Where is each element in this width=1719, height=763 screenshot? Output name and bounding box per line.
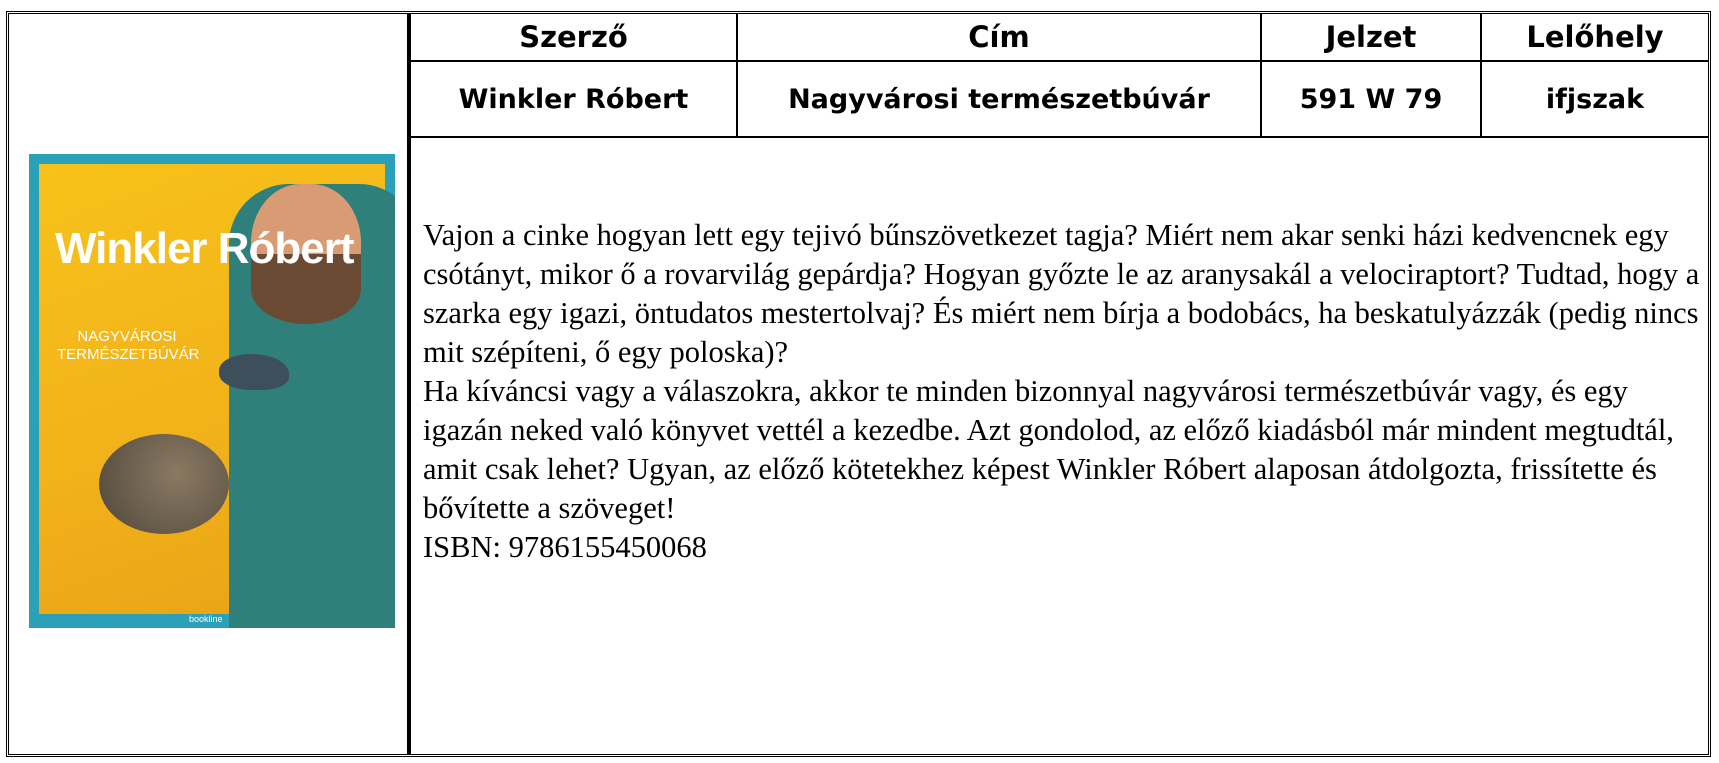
table-value-row [411,61,1708,137]
cover-hedgehog [99,434,229,534]
header-callnumber: Jelzet [1261,14,1481,61]
cover-title-text: NAGYVÁROSI TERMÉSZETBÚVÁR [57,328,200,363]
value-title: Nagyvárosi természetbúvár [737,61,1261,137]
cover-publisher-logo: bookline [189,614,223,624]
description-paragraph-2: Ha kíváncsi vagy a válaszokra, akkor te minden bizonnyal nagyvárosi természetbúvár vagy, és egy igazán neked való könyvet vettél a kezedbe. Azt gondolod, az előző kiadásból már mindent megtudtál, amit csak lehet? Ugyan, az előző kötetekhez képest Winkler Róbert alaposan átdolgozta, frissítette és bővítette a szöveget! [423,374,1674,525]
header-author: Szerző [411,14,737,61]
catalog-table [411,14,1708,138]
book-description [423,216,1703,567]
header-title: Cím [737,14,1261,61]
value-callnumber: 591 W 79 [1261,61,1481,137]
description-paragraph-1: Vajon a cinke hogyan lett egy tejivó bűnszövetkezet tagja? Miért nem akar senki házi kedvencnek egy csótányt, mikor ő a rovarvilág gepárdja? Hogyan győzte le az aranysakál a velociraptort? Tudtad, hogy a szarka egy igazi, öntudatos mestertolvaj? És miért nem bírja a bodobács, ha beskatulyázzák (pedig nincs mit szépíteni, ő egy poloska)? [423,218,1700,369]
value-author: Winkler Róbert [411,61,737,137]
table-header-row [411,14,1708,61]
cover-column [9,14,407,754]
cover-bird [219,354,289,390]
value-location: ifjszak [1481,61,1708,137]
record-frame [6,11,1711,757]
cover-author-text: Winkler Róbert [55,224,354,273]
book-cover-image [29,154,395,628]
header-location: Lelőhely [1481,14,1708,61]
isbn-line: ISBN: 9786155450068 [423,530,707,564]
